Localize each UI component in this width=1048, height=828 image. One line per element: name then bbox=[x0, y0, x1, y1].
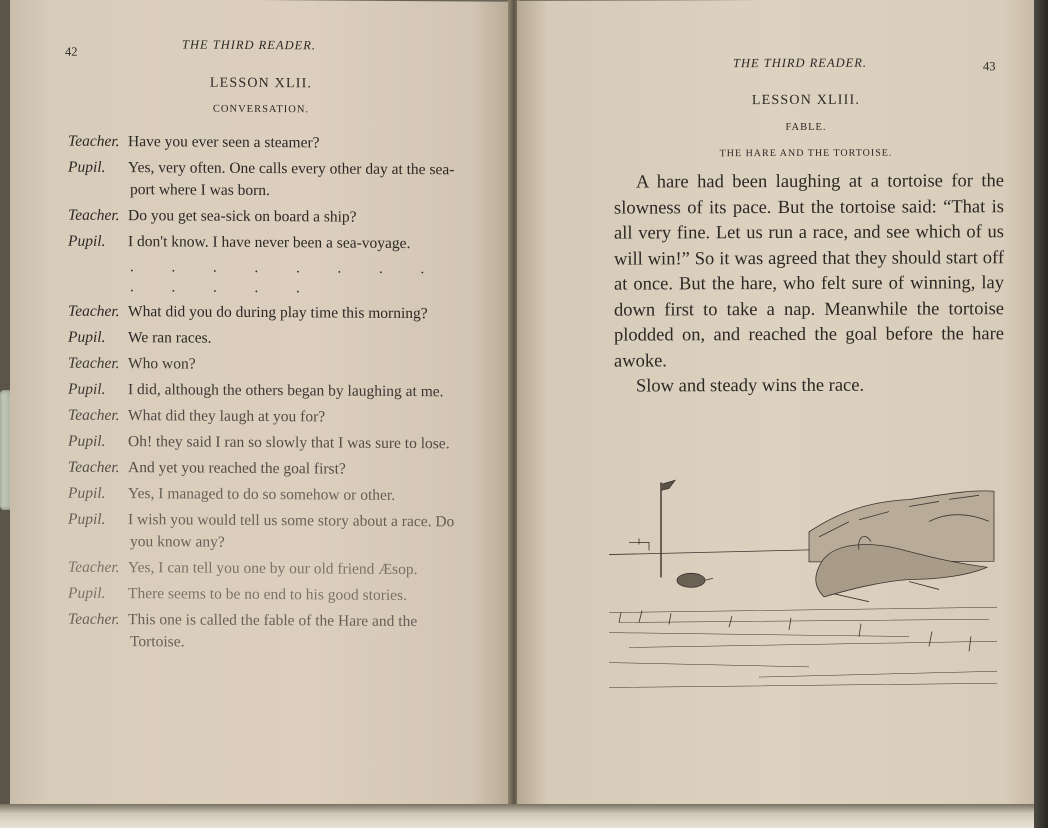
speaker: Teacher. bbox=[68, 458, 120, 477]
lesson-title-left: LESSON XLII. bbox=[209, 75, 313, 92]
right-page bbox=[517, 0, 1035, 807]
speaker: Teacher. bbox=[68, 558, 120, 577]
dialogue-line bbox=[68, 353, 462, 378]
dialogue-line bbox=[68, 483, 462, 508]
speaker: Pupil. bbox=[68, 484, 106, 502]
tortoise-shell bbox=[677, 573, 705, 587]
page-number-left: 42 bbox=[65, 44, 78, 59]
speaker: Teacher. bbox=[68, 610, 120, 629]
fable-paragraph: A hare had been laughing at a tortoise for the slowness of its pace. But the tortoise said: “That is all very fine. Let us run a race, and see which of us will win!” So it was agreed that they should start off at once. But the hare, who felt sure of winning, lay down first to take a nap. Meanwhile the tortoise plodded on, and reached the goal before the hare awoke. bbox=[614, 171, 1004, 372]
conversation bbox=[68, 131, 462, 660]
speaker: Teacher. bbox=[68, 302, 120, 321]
fable-text bbox=[614, 169, 1004, 400]
speaker: Pupil. bbox=[68, 380, 106, 398]
speaker: Pupil. bbox=[68, 232, 106, 250]
speaker: Pupil. bbox=[68, 158, 106, 176]
tortoise-head bbox=[705, 578, 713, 580]
subtitle-left: CONVERSATION. bbox=[212, 103, 310, 116]
dialogue-line bbox=[68, 231, 462, 256]
speaker: Pupil. bbox=[68, 510, 106, 528]
lesson-title-right: LESSON XLIII. bbox=[751, 92, 861, 109]
dialogue-text: Yes, very often. One calls every other day at the sea-port where I was born. bbox=[128, 159, 455, 200]
grass-tufts bbox=[619, 609, 971, 652]
dialogue-line bbox=[68, 583, 462, 608]
dialogue-text: Who won? bbox=[128, 355, 196, 373]
dialogue-line bbox=[68, 301, 462, 326]
dialogue-text: Yes, I can tell you one by our old friend Æsop. bbox=[128, 559, 418, 579]
subtitle-right: FABLE. bbox=[785, 121, 827, 133]
page-number-right: 43 bbox=[983, 59, 996, 74]
dialogue-text: I don't know. I have never been a sea-voyage. bbox=[128, 233, 411, 253]
speaker: Pupil. bbox=[68, 328, 106, 346]
dialogue-line bbox=[68, 379, 462, 404]
dialogue-text: What did they laugh at you for? bbox=[128, 407, 326, 426]
dialogue-line bbox=[68, 457, 462, 482]
dialogue-line bbox=[68, 557, 462, 582]
dialogue-text: I did, although the others began by laughing at me. bbox=[128, 381, 444, 401]
ground-hatching bbox=[609, 607, 997, 687]
fable-moral: Slow and steady wins the race. bbox=[636, 375, 865, 397]
dialogue-text: Oh! they said I ran so slowly that I was sure to lose. bbox=[128, 433, 450, 453]
goal-flag bbox=[661, 480, 675, 490]
running-head-right: THE THIRD READER. bbox=[733, 55, 867, 71]
dialogue-text: What did you do during play time this morning? bbox=[128, 303, 428, 323]
dialogue-text: Yes, I managed to do so somehow or other. bbox=[128, 485, 396, 504]
dialogue-line bbox=[68, 205, 462, 230]
distant-building bbox=[629, 538, 649, 550]
dialogue-line bbox=[68, 405, 462, 430]
dialogue-line bbox=[68, 157, 462, 204]
speaker: Teacher. bbox=[68, 406, 120, 425]
dialogue-line bbox=[68, 609, 462, 656]
story-title: THE HARE AND THE TORTOISE. bbox=[719, 147, 893, 160]
table-surface bbox=[0, 804, 1048, 828]
book-cover-edge bbox=[1034, 0, 1048, 828]
dialogue-text: This one is called the fable of the Hare and the Tortoise. bbox=[128, 611, 418, 651]
dialogue-text: I wish you would tell us some story about a race. Do you know any? bbox=[128, 511, 455, 551]
speaker: Teacher. bbox=[68, 132, 120, 151]
dialogue-line bbox=[68, 131, 462, 156]
left-page bbox=[10, 0, 513, 808]
dialogue-line bbox=[68, 431, 462, 456]
speaker: Teacher. bbox=[68, 354, 120, 373]
dialogue-line bbox=[68, 509, 462, 556]
horizon-line bbox=[609, 550, 809, 555]
dialogue-text: There seems to be no end to his good stories. bbox=[128, 585, 407, 605]
speaker: Pupil. bbox=[68, 432, 106, 450]
running-head-left: THE THIRD READER. bbox=[182, 37, 316, 53]
speaker: Pupil. bbox=[68, 584, 106, 602]
dialogue-text: Do you get sea-sick on board a ship? bbox=[128, 207, 357, 226]
dialogue-text: Have you ever seen a steamer? bbox=[128, 133, 320, 152]
dialogue-text: We ran races. bbox=[128, 329, 212, 347]
dialogue-line bbox=[68, 327, 462, 352]
ellipsis-divider: . . . . . . . . . . . . . bbox=[130, 259, 442, 297]
speaker: Teacher. bbox=[68, 206, 120, 225]
dialogue-text: And yet you reached the goal first? bbox=[128, 459, 346, 478]
hare-tortoise-illustration bbox=[609, 471, 997, 704]
